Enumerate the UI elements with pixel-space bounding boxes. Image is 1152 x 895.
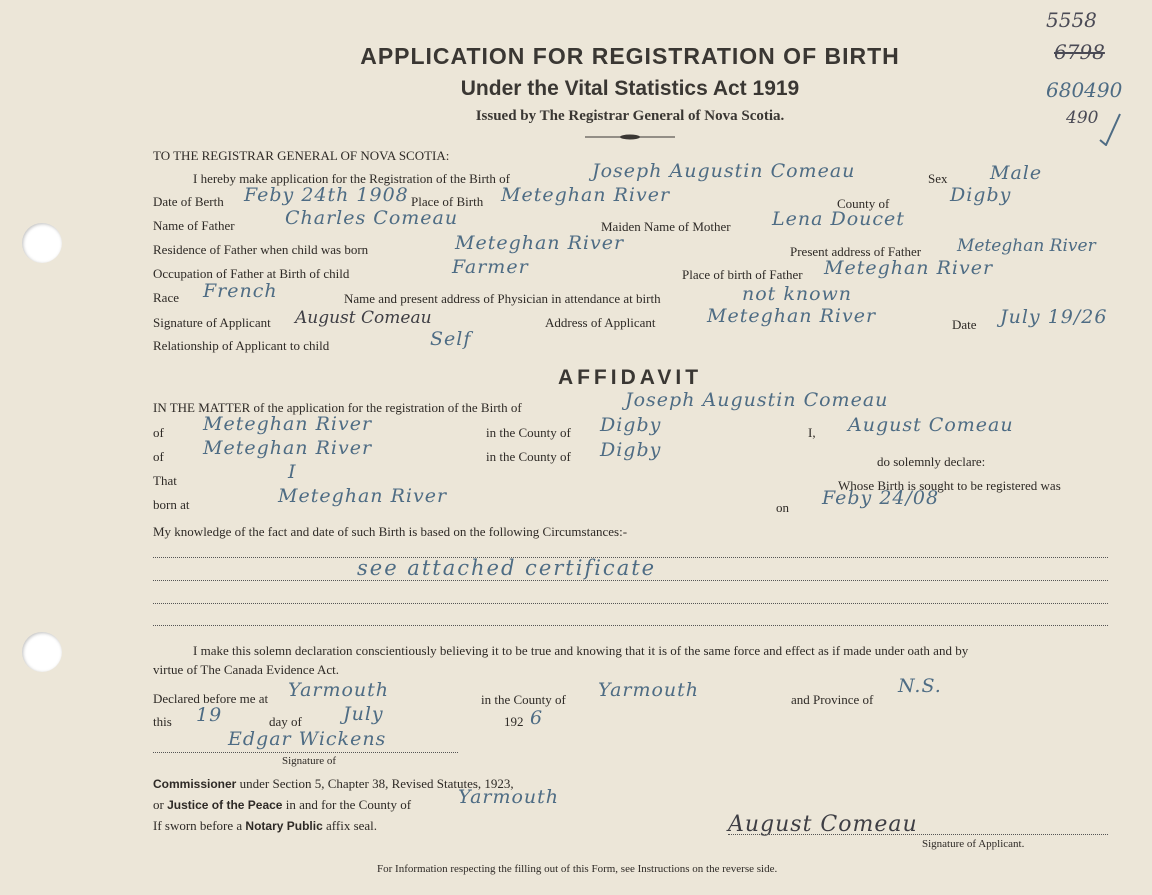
race-value: French — [203, 280, 278, 302]
month-value: July — [343, 703, 384, 725]
commissioner-bold: Commissioner — [153, 777, 237, 791]
of-label-2: of — [153, 449, 164, 464]
province-value: N.S. — [898, 675, 942, 697]
annotation-number: 6798 — [1054, 40, 1105, 64]
notary-bold: Notary Public — [245, 819, 323, 833]
commissioner-text: under Section 5, Chapter 38, Revised Statutes, 1923, — [239, 776, 514, 791]
pob-value: Meteghan River — [501, 184, 671, 206]
dotted-line — [153, 625, 1108, 626]
father-value: Charles Comeau — [285, 207, 459, 229]
declarant-value: August Comeau — [848, 414, 1014, 436]
county-label-1: in the County of — [486, 425, 571, 440]
dob-label: Date of Berth — [153, 194, 224, 209]
that-value: I — [288, 461, 297, 483]
punch-hole — [22, 223, 62, 263]
jp-county-value: Yarmouth — [458, 786, 560, 808]
of-value-1: Meteghan River — [203, 413, 373, 435]
jp-line — [153, 797, 411, 813]
mother-label: Maiden Name of Mother — [601, 219, 731, 234]
notary-line — [153, 818, 377, 834]
father-birthplace-label: Place of birth of Father — [682, 267, 803, 282]
signature-of-label: Signature of — [282, 755, 337, 767]
annotation-number: 5558 — [1046, 8, 1097, 32]
county-value-1: Digby — [600, 414, 662, 436]
knowledge-label: My knowledge of the fact and date of such Birth is based on the following Circumstances:- — [153, 524, 628, 539]
present-address-label: Present address of Father — [790, 244, 922, 259]
salutation: TO THE REGISTRAR GENERAL OF NOVA SCOTIA: — [153, 148, 450, 163]
of-label: of — [153, 425, 164, 440]
physician-label: Name and present address of Physician in attendance at birth — [344, 291, 661, 306]
annotation-number: 490 — [1066, 108, 1099, 128]
applicant-signature-label: Signature of Applicant — [153, 315, 271, 330]
county-label: County of — [837, 196, 890, 211]
form-issuer: Issued by The Registrar General of Nova Scotia. — [475, 108, 785, 124]
mother-value: Lena Doucet — [772, 208, 905, 230]
solemn-text: I make this solemn declaration conscientiously believing it to be true and knowing that it is of the same force and effect as if made under oath and by — [193, 643, 969, 658]
relationship-label: Relationship of Applicant to child — [153, 338, 330, 353]
form-subtitle: Under the Vital Statistics Act 1919 — [460, 77, 800, 100]
present-address-value: Meteghan River — [957, 236, 1096, 256]
dob-value: Feby 24th 1908 — [244, 184, 409, 206]
pob-label: Place of Birth — [411, 194, 484, 209]
child-name-value: Joseph Augustin Comeau — [592, 160, 856, 182]
commissioner-signature: Edgar Wickens — [228, 728, 387, 750]
province-label: and Province of — [791, 692, 874, 707]
date-value: July 19/26 — [1000, 306, 1108, 328]
physician-value: not known — [742, 283, 853, 305]
form-title: APPLICATION FOR REGISTRATION OF BIRTH — [360, 43, 900, 69]
born-at-value: Meteghan River — [278, 485, 448, 507]
whose-label: Whose Birth is sought to be registered was — [838, 478, 1061, 493]
sex-label: Sex — [928, 171, 948, 186]
matter-name-value: Joseph Augustin Comeau — [625, 389, 889, 411]
applicant-signature-label: Signature of Applicant. — [922, 838, 1025, 850]
born-on-label: on — [776, 500, 789, 515]
relationship-value: Self — [430, 328, 472, 350]
circumstances-value: see attached certificate — [357, 556, 657, 580]
county-value-3: Yarmouth — [598, 679, 700, 701]
declare-label: do solemnly declare: — [877, 454, 986, 469]
affidavit-title: AFFIDAVIT — [557, 366, 703, 389]
this-label: this — [153, 714, 172, 729]
dotted-line — [153, 580, 1108, 581]
born-at-label: born at — [153, 497, 190, 512]
jp-text: in and for the County of — [285, 797, 412, 812]
county-label-2: in the County of — [486, 449, 571, 464]
declared-at-value: Yarmouth — [288, 679, 390, 701]
father-label: Name of Father — [153, 218, 235, 233]
child-name-label: I hereby make application for the Registration of the Birth of — [193, 171, 510, 186]
county-value: Digby — [950, 184, 1012, 206]
applicant-address-value: Meteghan River — [707, 305, 877, 327]
i-label: I, — [808, 425, 816, 440]
county-value-2: Digby — [600, 439, 662, 461]
dotted-line — [153, 603, 1108, 604]
father-birthplace-value: Meteghan River — [824, 257, 994, 279]
dotted-line — [153, 752, 458, 753]
ornament-divider — [585, 134, 675, 140]
applicant-signature-value: August Comeau — [295, 308, 432, 328]
or-label: or — [153, 797, 164, 812]
of-value-2: Meteghan River — [203, 437, 373, 459]
notary-text-1: If sworn before a — [153, 818, 243, 833]
sex-value: Male — [990, 162, 1043, 184]
occupation-value: Farmer — [452, 256, 529, 278]
county-label-3: in the County of — [481, 692, 566, 707]
race-label: Race — [153, 290, 179, 305]
footer-note: For Information respecting the filling out of this Form, see Instructions on the reverse side. — [377, 863, 778, 875]
matter-label: IN THE MATTER of the application for the registration of the Birth of — [153, 400, 522, 415]
jp-bold: Justice of the Peace — [167, 798, 283, 812]
dotted-line — [728, 834, 1108, 835]
notary-text-2: affix seal. — [326, 818, 378, 833]
residence-label: Residence of Father when child was born — [153, 242, 369, 257]
residence-value: Meteghan River — [455, 232, 625, 254]
occupation-label: Occupation of Father at Birth of child — [153, 266, 350, 281]
punch-hole — [22, 632, 62, 672]
applicant-signature: August Comeau — [728, 812, 918, 837]
solemn-text-2: virtue of The Canada Evidence Act. — [153, 662, 340, 677]
born-on-value: Feby 24/08 — [822, 487, 940, 509]
day-of-label: day of — [269, 714, 302, 729]
declared-at-label: Declared before me at — [153, 691, 269, 706]
date-label: Date — [952, 317, 977, 332]
annotation-number: 680490 — [1046, 78, 1123, 102]
year-prefix: 192 — [504, 714, 524, 729]
applicant-address-label: Address of Applicant — [545, 315, 656, 330]
day-value: 19 — [196, 704, 223, 726]
that-label: That — [153, 473, 177, 488]
year-suffix-value: 6 — [530, 707, 544, 729]
